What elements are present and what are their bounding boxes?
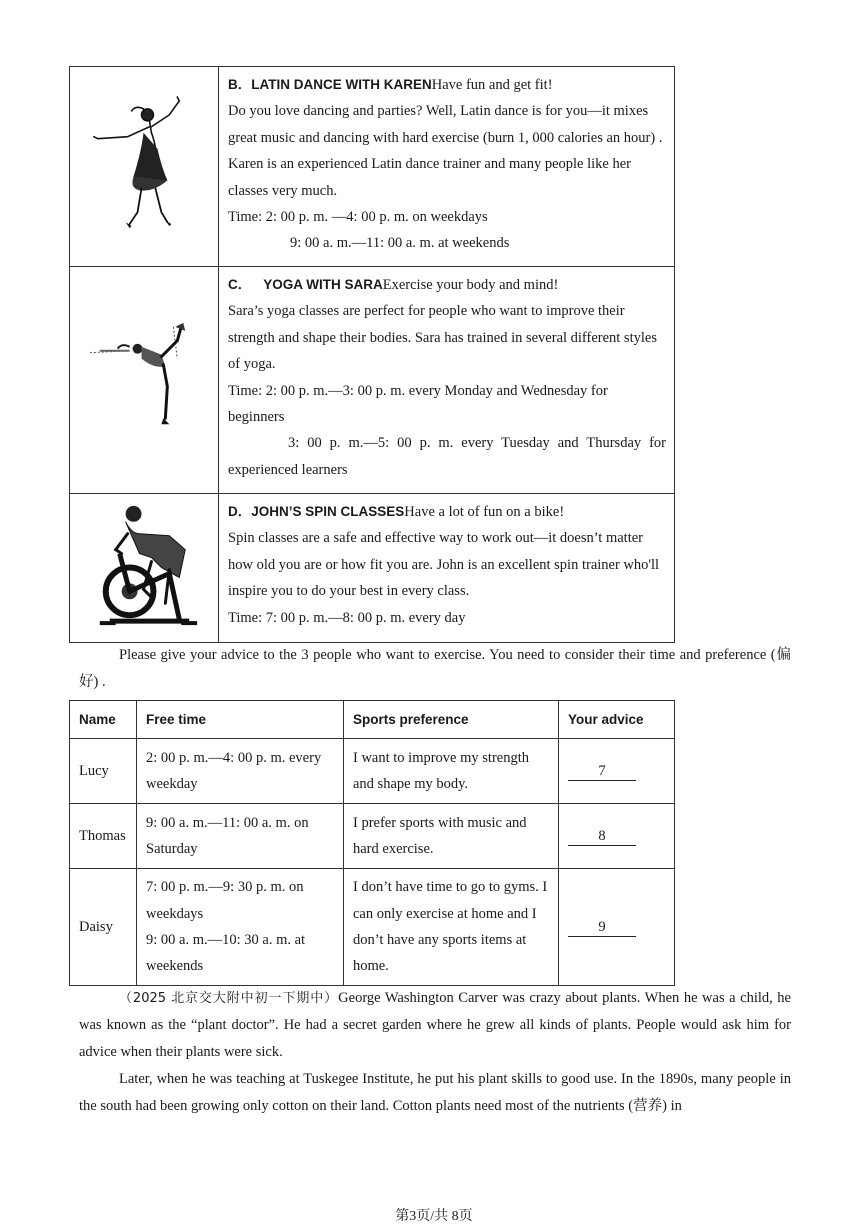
- row-preference: I want to improve my strength and shape my body.: [344, 739, 559, 804]
- advice-cell: [559, 739, 675, 804]
- spin-bike-illustration: [70, 494, 218, 642]
- header-name: Name: [70, 701, 137, 739]
- row-free-time: 2: 00 p. m.—4: 00 p. m. every weekday: [137, 739, 344, 804]
- ad-b-tagline: Have fun and get fit!: [431, 77, 553, 93]
- ad-d-text: [219, 494, 675, 643]
- row-free-time: 9: 00 a. m.—11: 00 a. m. on Saturday: [137, 804, 344, 869]
- ad-d-tagline: Have a lot of fun on a bike!: [404, 504, 565, 520]
- row-preference: I prefer sports with music and hard exercise.: [344, 804, 559, 869]
- ad-b-time-weekend: 9: 00 a. m.—11: 00 a. m. at weekends: [290, 235, 510, 252]
- row-name: Daisy: [70, 869, 137, 986]
- header-free-time: Free time: [137, 701, 344, 739]
- row-preference: I don’t have time to go to gyms. I can only exercise at home and I don’t have any sports items at home.: [344, 869, 559, 986]
- ad-c-time-experienced-end: experienced learners: [228, 461, 348, 478]
- row-free-time: [137, 869, 344, 986]
- advice-cell: [559, 804, 675, 869]
- answer-blank-8[interactable]: 8: [568, 827, 636, 846]
- passage-paragraph-2: Later, when he was teaching at Tuskegee Institute, he put his plant skills to good use. In the 1890s, many people in the south had been growing only cotton on their land. Cotton plants need most of the nutrients (营养) in: [79, 1071, 791, 1114]
- reading-passage: [79, 985, 791, 1120]
- ad-c-text: [219, 267, 675, 494]
- answer-blank-7[interactable]: 7: [568, 762, 636, 781]
- ad-c-image-cell: [70, 267, 219, 494]
- ad-d-heading: D．JOHN’S SPIN CLASSESHave a lot of fun on a bike!: [228, 504, 565, 520]
- table-row: [70, 869, 675, 986]
- ad-c-tagline: Exercise your body and mind!: [382, 277, 559, 293]
- row-name: Thomas: [70, 804, 137, 869]
- ad-b-title: LATIN DANCE WITH KAREN: [251, 77, 432, 92]
- ad-d-body: Spin classes are a safe and effective way to work out—it doesn’t matter how old you are or how fit you are. John is an excellent spin trainer who'll inspire you to do your best in every class.: [228, 530, 660, 600]
- answer-blank-9[interactable]: 9: [568, 918, 636, 937]
- advice-table-header: [70, 701, 675, 739]
- header-sports-preference: Sports preference: [344, 701, 559, 739]
- ad-d-time: Time: 7: 00 p. m.—8: 00 p. m. every day: [228, 609, 466, 626]
- free-time-weekdays: 7: 00 p. m.—9: 30 p. m. on weekdays: [146, 879, 304, 922]
- row-name: Lucy: [70, 739, 137, 804]
- ad-c-time-experienced: 3: 00 p. m.—5: 00 p. m. every Tuesday and Thursday for: [288, 435, 666, 452]
- ad-b-heading: B．LATIN DANCE WITH KARENHave fun and get fit!: [228, 77, 553, 93]
- free-time-weekends: 9: 00 a. m.—10: 30 a. m. at weekends: [146, 932, 306, 975]
- ad-c-body: Sara’s yoga classes are perfect for people who want to improve their strength and shape their bodies. Sara has trained in several different styles of yoga.: [228, 303, 657, 373]
- ads-table: [69, 66, 675, 643]
- ad-d-title: JOHN’S SPIN CLASSES: [251, 504, 405, 519]
- advice-table: [69, 700, 675, 986]
- yoga-pose-illustration: [70, 267, 218, 493]
- ad-c-heading: C． YOGA WITH SARAExercise your body and mind!: [228, 277, 559, 293]
- ad-b-text: [219, 67, 675, 267]
- ad-b-body: Do you love dancing and parties? Well, Latin dance is for you—it mixes great music and dancing with hard exercise (burn 1, 000 calories an hour) . Karen is an experienced Latin dance trainer and many people like her classes very much.: [228, 103, 663, 199]
- ad-c-title: YOGA WITH SARA: [263, 277, 383, 292]
- page-footer: 第3页/共 8页: [395, 1209, 473, 1224]
- ad-c-time: Time: 2: 00 p. m.—3: 00 p. m. every Monday and Wednesday for beginners: [228, 382, 608, 426]
- passage-source: （2025 北京交大附中初一下期中）: [119, 991, 339, 1006]
- task-intro: Please give your advice to the 3 people who want to exercise. You need to consider their time and preference (偏好) .: [79, 647, 791, 690]
- latin-dancer-illustration: [70, 67, 218, 266]
- ad-b-image-cell: [70, 67, 219, 267]
- passage-paragraph-1: （2025 北京交大附中初一下期中）George Washington Carver was crazy about plants. When he was a child, he was known as the “plant doctor”. He had a secret garden where he grew all kinds of plants. People would ask him for advice when their plants were sick.: [79, 990, 791, 1060]
- table-row: [70, 804, 675, 869]
- table-row: [70, 739, 675, 804]
- advice-cell: [559, 869, 675, 986]
- ad-d-image-cell: [70, 494, 219, 643]
- header-your-advice: Your advice: [559, 701, 675, 739]
- ad-b-time: Time: 2: 00 p. m. —4: 00 p. m. on weekdays: [228, 209, 488, 226]
